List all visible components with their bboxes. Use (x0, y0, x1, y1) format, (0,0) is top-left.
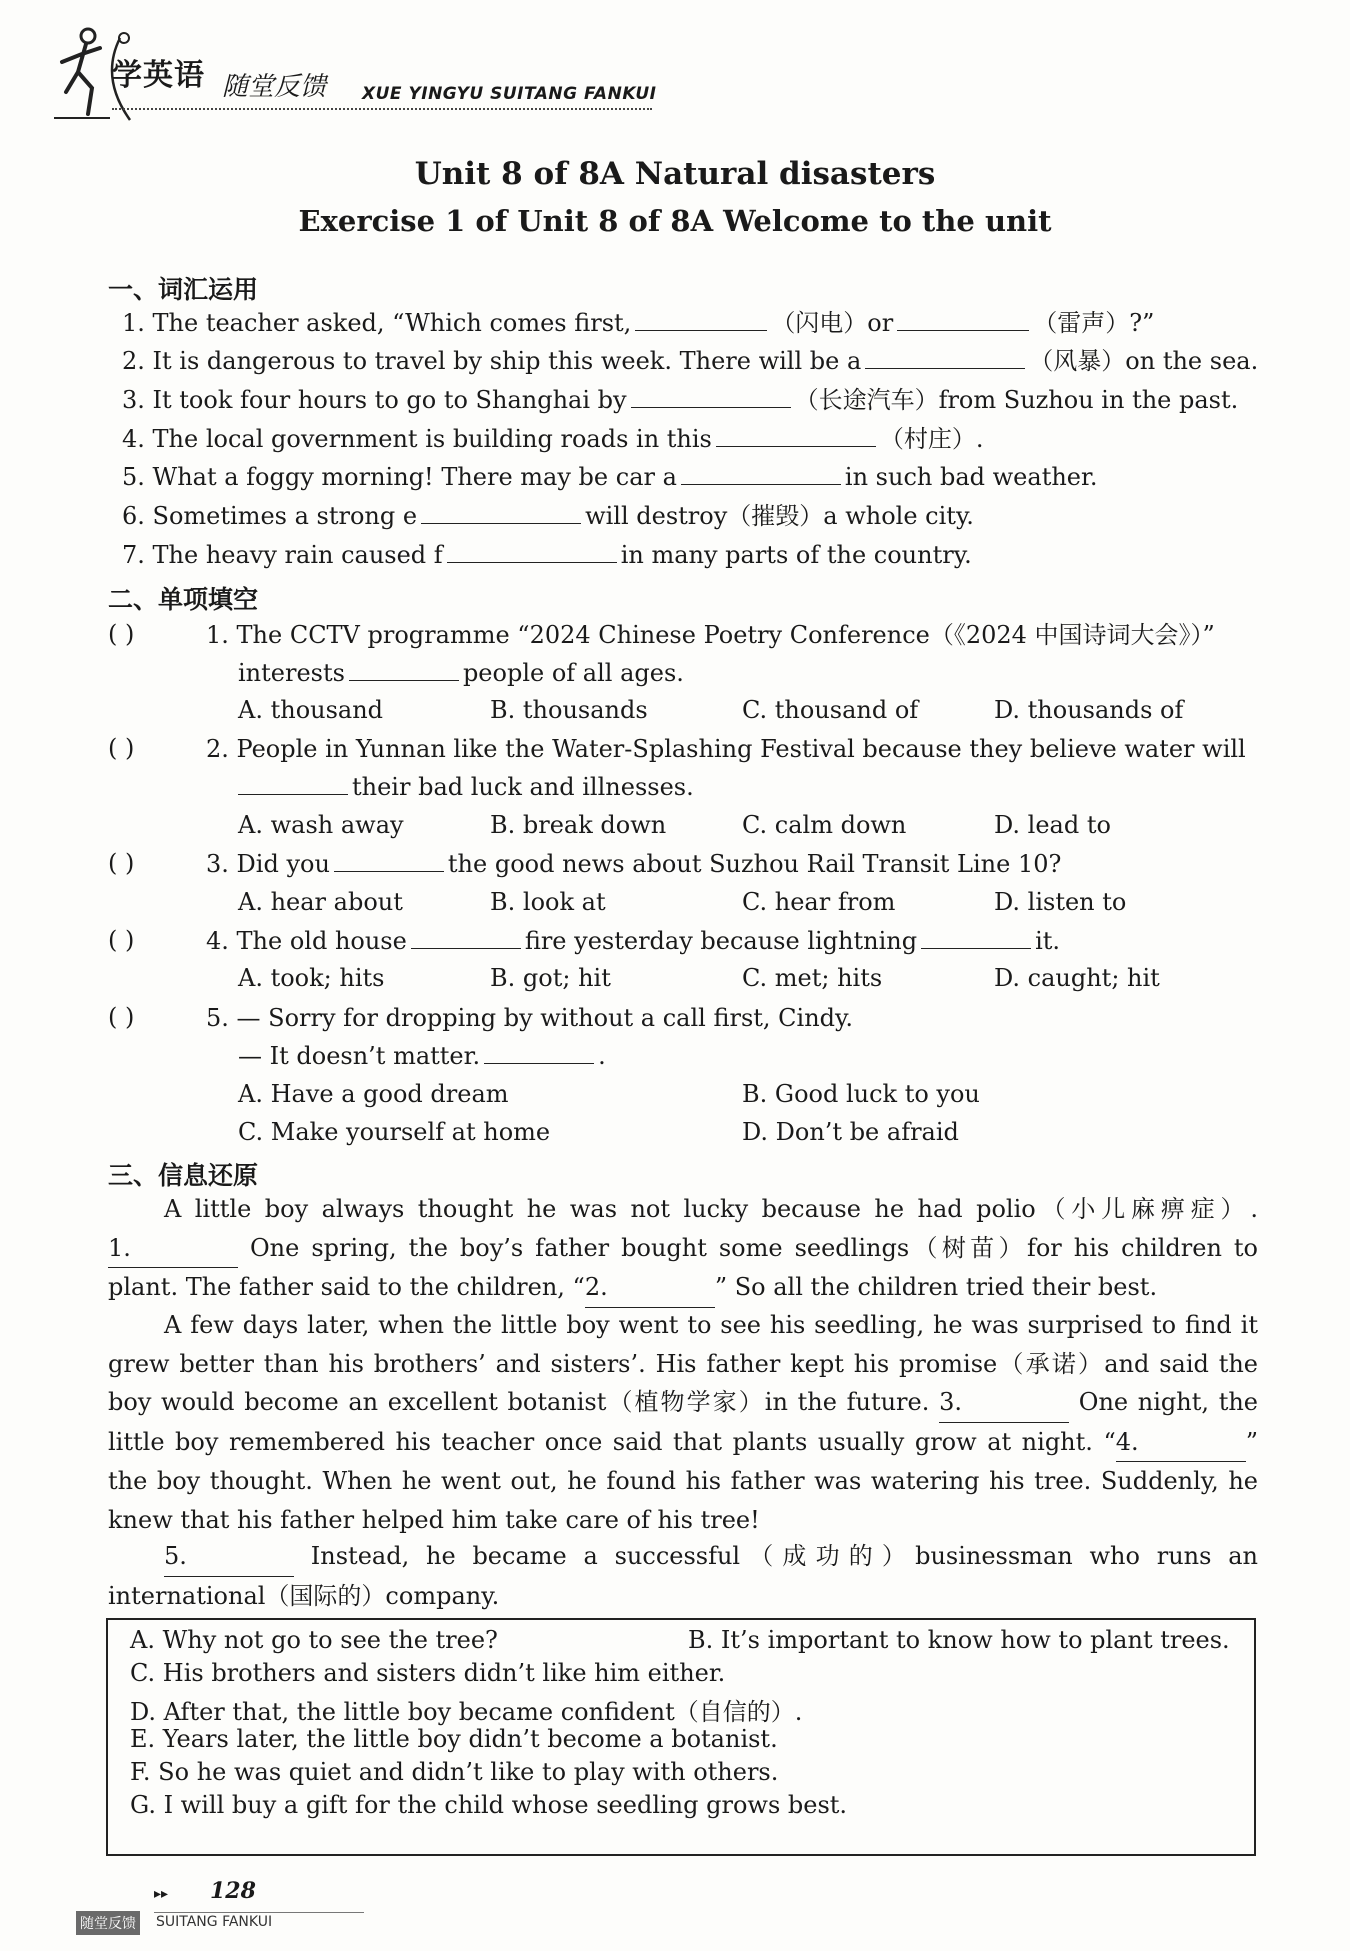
option-a[interactable]: A. thousand (238, 696, 384, 724)
answer-blank[interactable] (897, 308, 1029, 331)
header-subtitle: 随堂反馈 (222, 72, 327, 102)
mc-question-3: 3. Did you the good news about Suzhou Rail Transit Line 10? (206, 850, 1062, 878)
option-c[interactable]: C. hear from (742, 888, 896, 916)
footer-pinyin: SUITANG FANKUI (156, 1914, 273, 1930)
option-a[interactable]: A. took; hits (238, 964, 385, 992)
header-title: 学英语 (112, 58, 205, 93)
option-a[interactable]: A. wash away (238, 811, 404, 839)
header-rule (112, 108, 652, 110)
box-option-f[interactable]: F. So he was quiet and didn’t like to play with others. (130, 1758, 779, 1786)
answer-blank[interactable] (635, 308, 767, 331)
answer-blank[interactable] (921, 926, 1031, 949)
section1-heading: 一、词汇运用 (108, 275, 259, 304)
vocab-item-2: 2. It is dangerous to travel by ship this week. There will be a （风暴）on the sea. (122, 347, 1259, 375)
footer-rule (154, 1912, 364, 1913)
answer-blank[interactable] (334, 849, 444, 872)
option-c[interactable]: C. met; hits (742, 964, 883, 992)
reading-paragraph-3: 5. Instead, he became a successful（成功的）businessman who runs an international（国际的）company. (108, 1537, 1258, 1615)
option-c[interactable]: C. thousand of (742, 696, 919, 724)
option-c[interactable]: C. calm down (742, 811, 907, 839)
vocab-item-5: 5. What a foggy morning! There may be car a in such bad weather. (122, 463, 1098, 491)
answer-blank[interactable] (447, 540, 617, 563)
section2-heading: 二、单项填空 (108, 585, 259, 614)
exercise-title: Exercise 1 of Unit 8 of 8A Welcome to the unit (298, 204, 1052, 238)
vocab-item-6: 6. Sometimes a strong e will destroy（摧毁）a whole city. (122, 502, 974, 530)
option-d[interactable]: D. lead to (994, 811, 1111, 839)
answer-blank[interactable] (716, 424, 876, 447)
unit-title: Unit 8 of 8A Natural disasters (414, 156, 936, 192)
vocab-item-4: 4. The local government is building roads in this （村庄）. (122, 425, 984, 453)
option-d[interactable]: D. caught; hit (994, 964, 1160, 992)
option-d[interactable]: D. listen to (994, 888, 1127, 916)
answer-blank[interactable] (238, 772, 348, 795)
page-number: 128 (210, 1878, 256, 1904)
answer-blank[interactable] (865, 346, 1025, 369)
mc-question-1-line2: interests people of all ages. (238, 659, 684, 687)
double-arrow-icon: ▸▸ (154, 1886, 169, 1902)
option-b[interactable]: B. look at (490, 888, 606, 916)
footer-badge: 随堂反馈 (76, 1911, 140, 1935)
reading-paragraph-1: A little boy always thought he was not lucky because he had polio（小儿麻痹症）. 1. One spring, the boy’s father bought some seedlings（树苗）for his children to plant. The father said to the children, “2. ” So all the children tried their best. (108, 1190, 1258, 1308)
answer-blank[interactable]: 4. (1116, 1423, 1246, 1463)
answer-blank[interactable] (631, 385, 791, 408)
header-pinyin: XUE YINGYU SUITANG FANKUI (362, 84, 657, 104)
option-b[interactable]: B. break down (490, 811, 667, 839)
box-option-a[interactable]: A. Why not go to see the tree? (130, 1626, 498, 1654)
answer-paren[interactable]: ( ) (108, 926, 135, 954)
answer-blank[interactable] (421, 501, 581, 524)
mc-question-1: 1. The CCTV programme “2024 Chinese Poetry Conference（《2024 中国诗词大会》）” (206, 621, 1215, 649)
options-box (106, 1618, 1256, 1856)
answer-blank[interactable] (484, 1041, 594, 1064)
answer-paren[interactable]: ( ) (108, 620, 135, 648)
option-a[interactable]: A. hear about (238, 888, 403, 916)
section3-heading: 三、信息还原 (108, 1161, 259, 1190)
box-option-c[interactable]: C. His brothers and sisters didn’t like him either. (130, 1659, 726, 1687)
mc-question-4: 4. The old house fire yesterday because lightning it. (206, 927, 1061, 955)
vocab-item-3: 3. It took four hours to go to Shanghai by （长途汽车）from Suzhou in the past. (122, 386, 1239, 414)
answer-paren[interactable]: ( ) (108, 734, 135, 762)
answer-blank[interactable]: 1. (108, 1229, 238, 1269)
option-d[interactable]: D. Don’t be afraid (742, 1118, 959, 1146)
option-a[interactable]: A. Have a good dream (238, 1080, 509, 1108)
box-option-e[interactable]: E. Years later, the little boy didn’t become a botanist. (130, 1725, 778, 1753)
option-b[interactable]: B. Good luck to you (742, 1080, 980, 1108)
reading-paragraph-2: A few days later, when the little boy went to see his seedling, he was surprised to find it grew better than his brothers’ and sisters’. His father kept his promise（承诺）and said the boy would become an excellent botanist（植物学家）in the future. 3. One night, the little boy remembered his teacher once said that plants usually grow at night. “4. ” the boy thought. When he went out, he found his father was watering his tree. Suddenly, he knew that his father helped him take care of his tree! (108, 1311, 1259, 1534)
answer-blank[interactable] (349, 658, 459, 681)
mc-question-2-line2: their bad luck and illnesses. (238, 772, 694, 802)
vocab-item-7: 7. The heavy rain caused f in many parts of the country. (122, 541, 972, 569)
answer-blank[interactable] (411, 926, 521, 949)
option-d[interactable]: D. thousands of (994, 696, 1184, 724)
answer-paren[interactable]: ( ) (108, 849, 135, 877)
option-b[interactable]: B. got; hit (490, 964, 611, 992)
box-option-d[interactable]: D. After that, the little boy became confident（自信的）. (130, 1698, 803, 1726)
answer-blank[interactable] (681, 462, 841, 485)
answer-blank[interactable]: 5. (164, 1537, 294, 1577)
box-option-g[interactable]: G. I will buy a gift for the child whose seedling grows best. (130, 1791, 848, 1819)
vocab-item-1: 1. The teacher asked, “Which comes first, （闪电）or （雷声）?” (122, 309, 1155, 337)
answer-blank[interactable]: 2. (585, 1268, 715, 1308)
mc-question-5: 5. — Sorry for dropping by without a call first, Cindy. (206, 1004, 854, 1032)
box-option-b[interactable]: B. It’s important to know how to plant trees. (688, 1626, 1230, 1654)
answer-blank[interactable]: 3. (939, 1383, 1069, 1423)
answer-paren[interactable]: ( ) (108, 1003, 135, 1031)
mc-question-2: 2. People in Yunnan like the Water-Splashing Festival because they believe water will (206, 735, 1246, 763)
option-c[interactable]: C. Make yourself at home (238, 1118, 551, 1146)
option-b[interactable]: B. thousands (490, 696, 648, 724)
mc-question-5-line2: — It doesn’t matter. . (238, 1042, 606, 1070)
